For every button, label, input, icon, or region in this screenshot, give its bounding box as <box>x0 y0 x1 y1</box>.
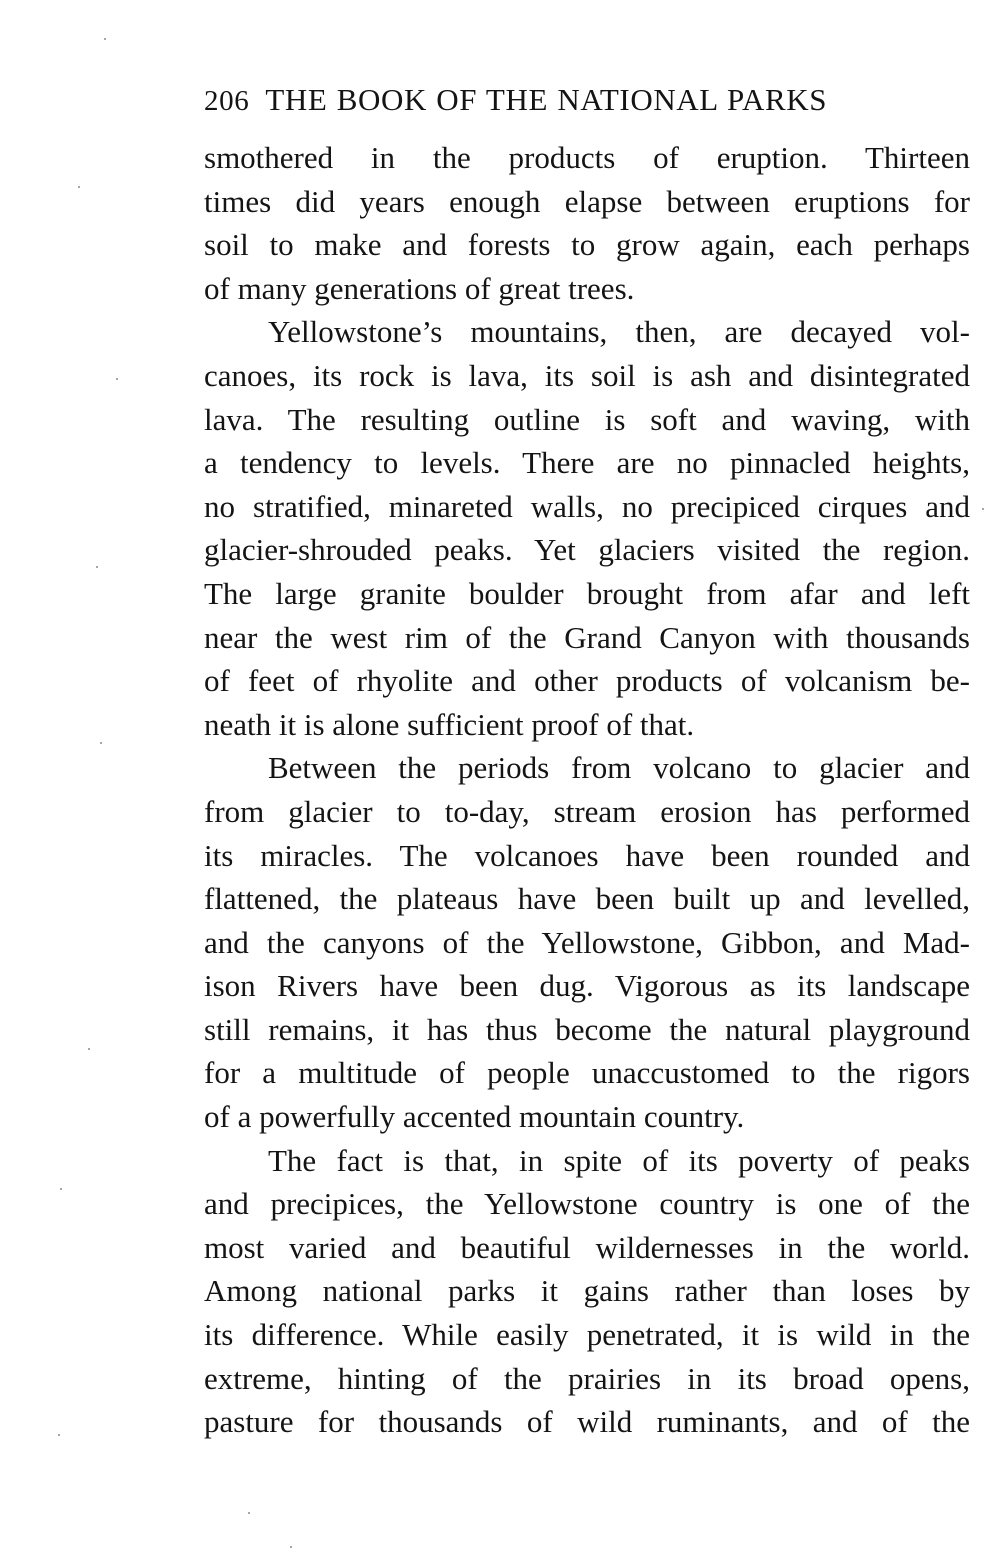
scan-speck <box>248 1512 250 1514</box>
text-line: times did years enough elapse between eruptions for <box>204 183 970 219</box>
text-line: still remains, it has thus become the natural playground <box>204 1011 970 1047</box>
scan-speck <box>982 508 984 510</box>
text-line: neath it is alone sufficient proof of that. <box>204 706 695 742</box>
text-line: for a multitude of people unaccustomed to the rigors <box>204 1055 970 1091</box>
text-line: of feet of rhyolite and other products of volcanism be- <box>204 663 970 699</box>
text-line: its difference. While easily penetrated, it is wild in the <box>204 1317 970 1353</box>
text-line: pasture for thousands of wild ruminants, and of the <box>204 1404 970 1440</box>
text-line: ison Rivers have been dug. Vigorous as its landscape <box>204 968 970 1004</box>
text-line: soil to make and forests to grow again, each perhaps <box>204 227 970 263</box>
text-line: flattened, the plateaus have been built up and levelled, <box>204 881 970 917</box>
body-text <box>204 136 970 1444</box>
text-line: and the canyons of the Yellowstone, Gibbon, and Mad- <box>204 924 970 960</box>
scan-speck <box>60 1188 62 1190</box>
paragraph-3 <box>204 746 970 1138</box>
text-line: glacier-shrouded peaks. Yet glaciers visited the region. <box>204 532 970 568</box>
text-line: of a powerfully accented mountain country. <box>204 1099 745 1135</box>
text-line: Yellowstone’s mountains, then, are decayed vol- <box>268 314 970 350</box>
text-line: near the west rim of the Grand Canyon with thousands <box>204 619 970 655</box>
running-head-title: THE BOOK OF THE NATIONAL PARKS <box>265 82 828 117</box>
text-line: The large granite boulder brought from afar and left <box>204 575 970 611</box>
text-line: no stratified, minareted walls, no precipiced cirques and <box>204 488 970 524</box>
running-head <box>204 78 946 123</box>
text-line: its miracles. The volcanoes have been rounded and <box>204 837 970 873</box>
text-line: a tendency to levels. There are no pinnacled heights, <box>204 445 970 481</box>
text-line: Among national parks it gains rather than loses by <box>204 1273 970 1309</box>
scan-speck <box>78 186 80 188</box>
scan-speck <box>88 1048 90 1050</box>
text-line: Between the periods from volcano to glacier and <box>268 750 970 786</box>
scan-speck <box>58 1434 60 1436</box>
text-line: smothered in the products of eruption. Thirteen <box>204 140 970 175</box>
text-line: of many generations of great trees. <box>204 270 635 306</box>
text-line: and precipices, the Yellowstone country is one of the <box>204 1186 970 1222</box>
scan-speck <box>100 742 102 744</box>
scan-speck <box>116 378 118 380</box>
scan-speck <box>104 38 106 40</box>
text-line: canoes, its rock is lava, its soil is ash and disintegrated <box>204 357 970 393</box>
text-line: most varied and beautiful wildernesses in the world. <box>204 1229 970 1265</box>
paragraph-1 <box>204 136 970 310</box>
text-line: from glacier to to-day, stream erosion has performed <box>204 793 970 829</box>
scan-speck <box>290 1546 292 1548</box>
text-line: lava. The resulting outline is soft and waving, with <box>204 401 970 437</box>
scan-speck <box>96 566 98 568</box>
text-line: extreme, hinting of the prairies in its broad opens, <box>204 1360 970 1396</box>
paragraph-4 <box>204 1139 970 1444</box>
paragraph-2 <box>204 310 970 746</box>
page-number: 206 <box>204 85 250 117</box>
text-line: The fact is that, in spite of its poverty of peaks <box>268 1142 970 1178</box>
